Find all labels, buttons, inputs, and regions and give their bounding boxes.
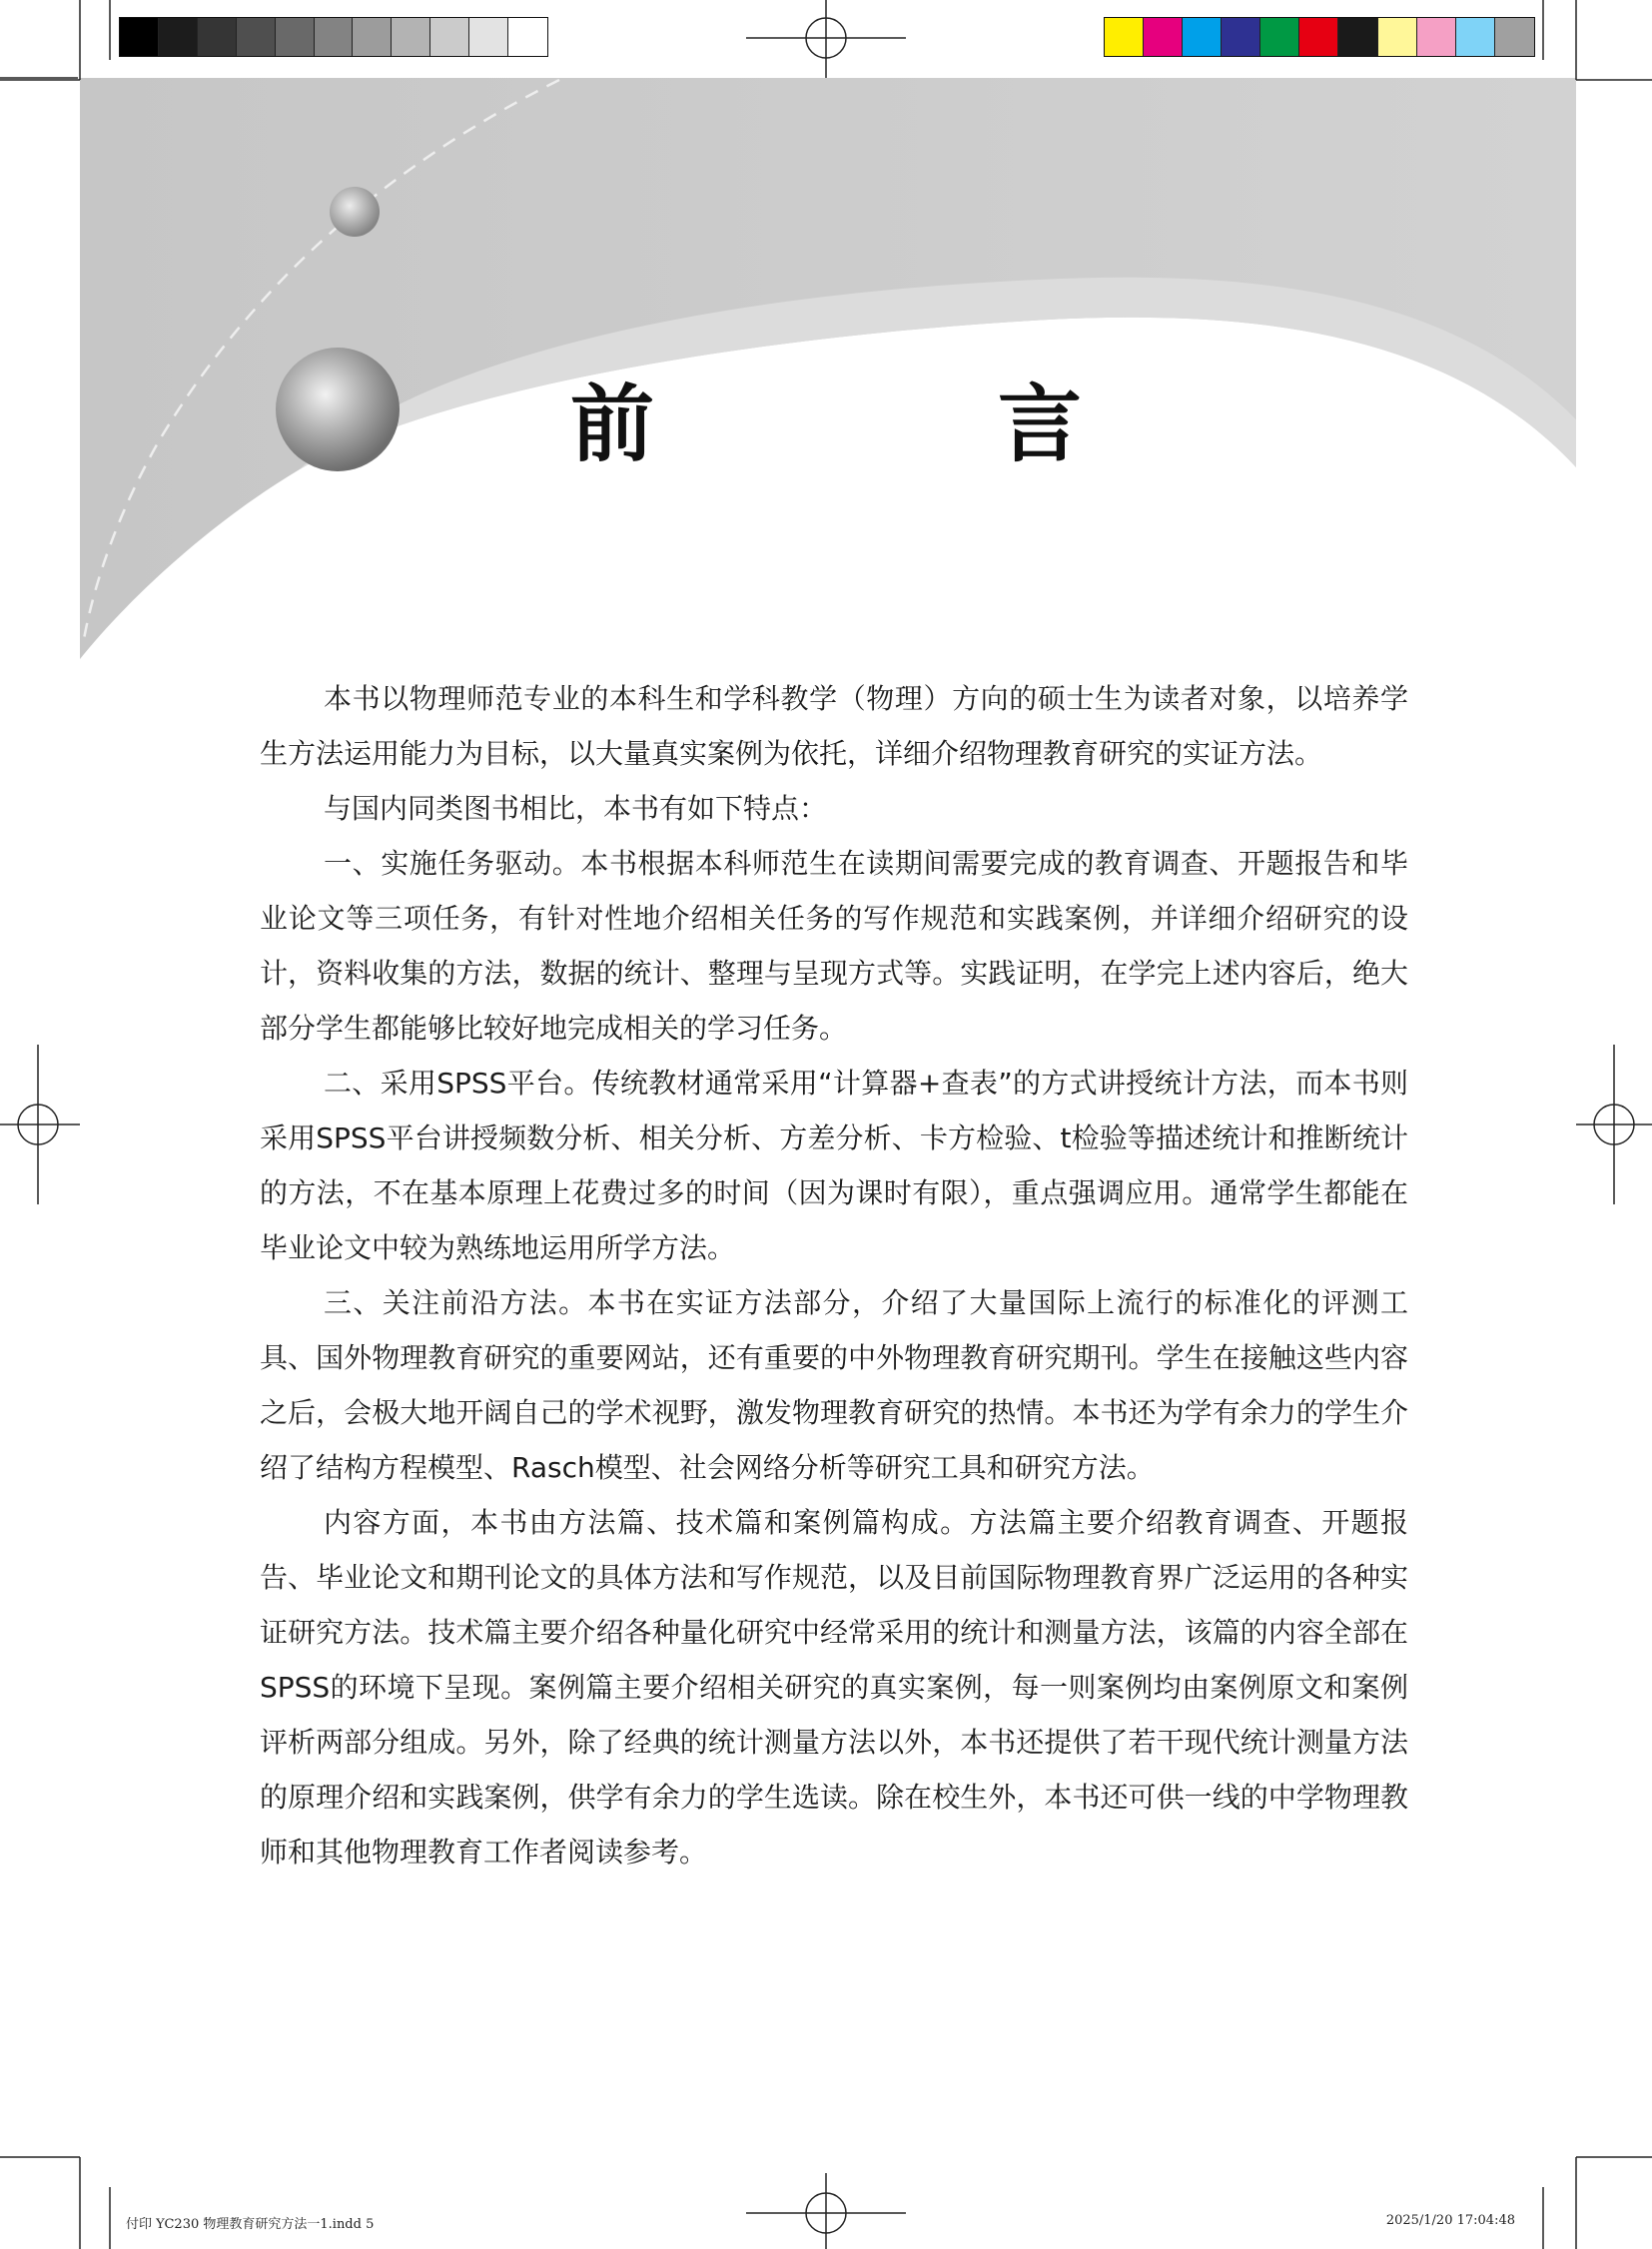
color-swatch <box>392 18 430 56</box>
color-swatch <box>430 18 469 56</box>
color-swatch <box>508 18 547 56</box>
color-swatch <box>237 18 276 56</box>
paragraph: 一、实施任务驱动。本书根据本科师范生在读期间需要完成的教育调查、开题报告和毕业论文等三项任务，有针对性地介绍相关任务的写作规范和实践案例，并详细介绍研究的设计，资料收集的方法，数据的统计、整理与呈现方式等。实践证明，在学完上述内容后，绝大部分学生都能够比较好地完成相关的学习任务。 <box>260 847 1408 1045</box>
color-swatch <box>1260 18 1299 56</box>
paragraph: 二、采用SPSS平台。传统教材通常采用“计算器+查表”的方式讲授统计方法，而本书则采用SPSS平台讲授频数分析、相关分析、方差分析、卡方检验、t检验等描述统计和推断统计的方法，不在基本原理上花费过多的时间（因为课时有限），重点强调应用。通常学生都能在毕业论文中较为熟练地运用所学方法。 <box>260 1067 1408 1264</box>
color-swatch <box>315 18 354 56</box>
paragraph: 与国内同类图书相比，本书有如下特点： <box>324 792 828 825</box>
gray-color-bar <box>119 17 548 57</box>
color-swatch <box>1456 18 1495 56</box>
color-swatch <box>1144 18 1183 56</box>
color-swatch <box>159 18 198 56</box>
color-swatch <box>1105 18 1144 56</box>
color-swatch <box>198 18 237 56</box>
small-sphere <box>330 187 380 237</box>
color-swatch <box>120 18 159 56</box>
footer-timestamp: 2025/1/20 17:04:48 <box>1385 2213 1515 2228</box>
paragraph: 内容方面，本书由方法篇、技术篇和案例篇构成。方法篇主要介绍教育调查、开题报告、毕业论文和期刊论文的具体方法和写作规范，以及目前国际物理教育界广泛运用的各种实证研究方法。技术篇主要介绍各种量化研究中经常采用的统计和测量方法，该篇的内容全部在SPSS的环境下呈现。案例篇主要介绍相关研究的真实案例，每一则案例均由案例原文和案例评析两部分组成。另外，除了经典的统计测量方法以外，本书还提供了若干现代统计测量方法的原理介绍和实践案例，供学有余力的学生选读。除在校生外，本书还可供一线的中学物理教师和其他物理教育工作者阅读参考。 <box>260 1506 1408 1869</box>
preface-body <box>260 671 1408 1879</box>
color-swatch <box>1183 18 1222 56</box>
color-swatch <box>1338 18 1377 56</box>
color-swatch <box>1417 18 1456 56</box>
color-swatch <box>353 18 392 56</box>
color-swatch <box>1378 18 1417 56</box>
color-swatch <box>469 18 508 56</box>
paragraph: 三、关注前沿方法。本书在实证方法部分，介绍了大量国际上流行的标准化的评测工具、国外物理教育研究的重要网站，还有重要的中外物理教育研究期刊。学生在接触这些内容之后，会极大地开阔自己的学术视野，激发物理教育研究的热情。本书还为学有余力的学生介绍了结构方程模型、Rasch模型、社会网络分析等研究工具和研究方法。 <box>260 1286 1408 1484</box>
footer-file-info: 付印 YC230 物理教育研究方法一1.indd 5 <box>126 2217 375 2232</box>
color-swatch <box>1299 18 1338 56</box>
color-swatch <box>276 18 315 56</box>
process-color-bar <box>1104 17 1535 57</box>
page-title: 前 言 <box>569 375 1212 473</box>
color-swatch <box>1222 18 1260 56</box>
paragraph: 本书以物理师范专业的本科生和学科教学（物理）方向的硕士生为读者对象，以培养学生方法运用能力为目标，以大量真实案例为依托，详细介绍物理教育研究的实证方法。 <box>260 682 1408 770</box>
color-swatch <box>1495 18 1534 56</box>
